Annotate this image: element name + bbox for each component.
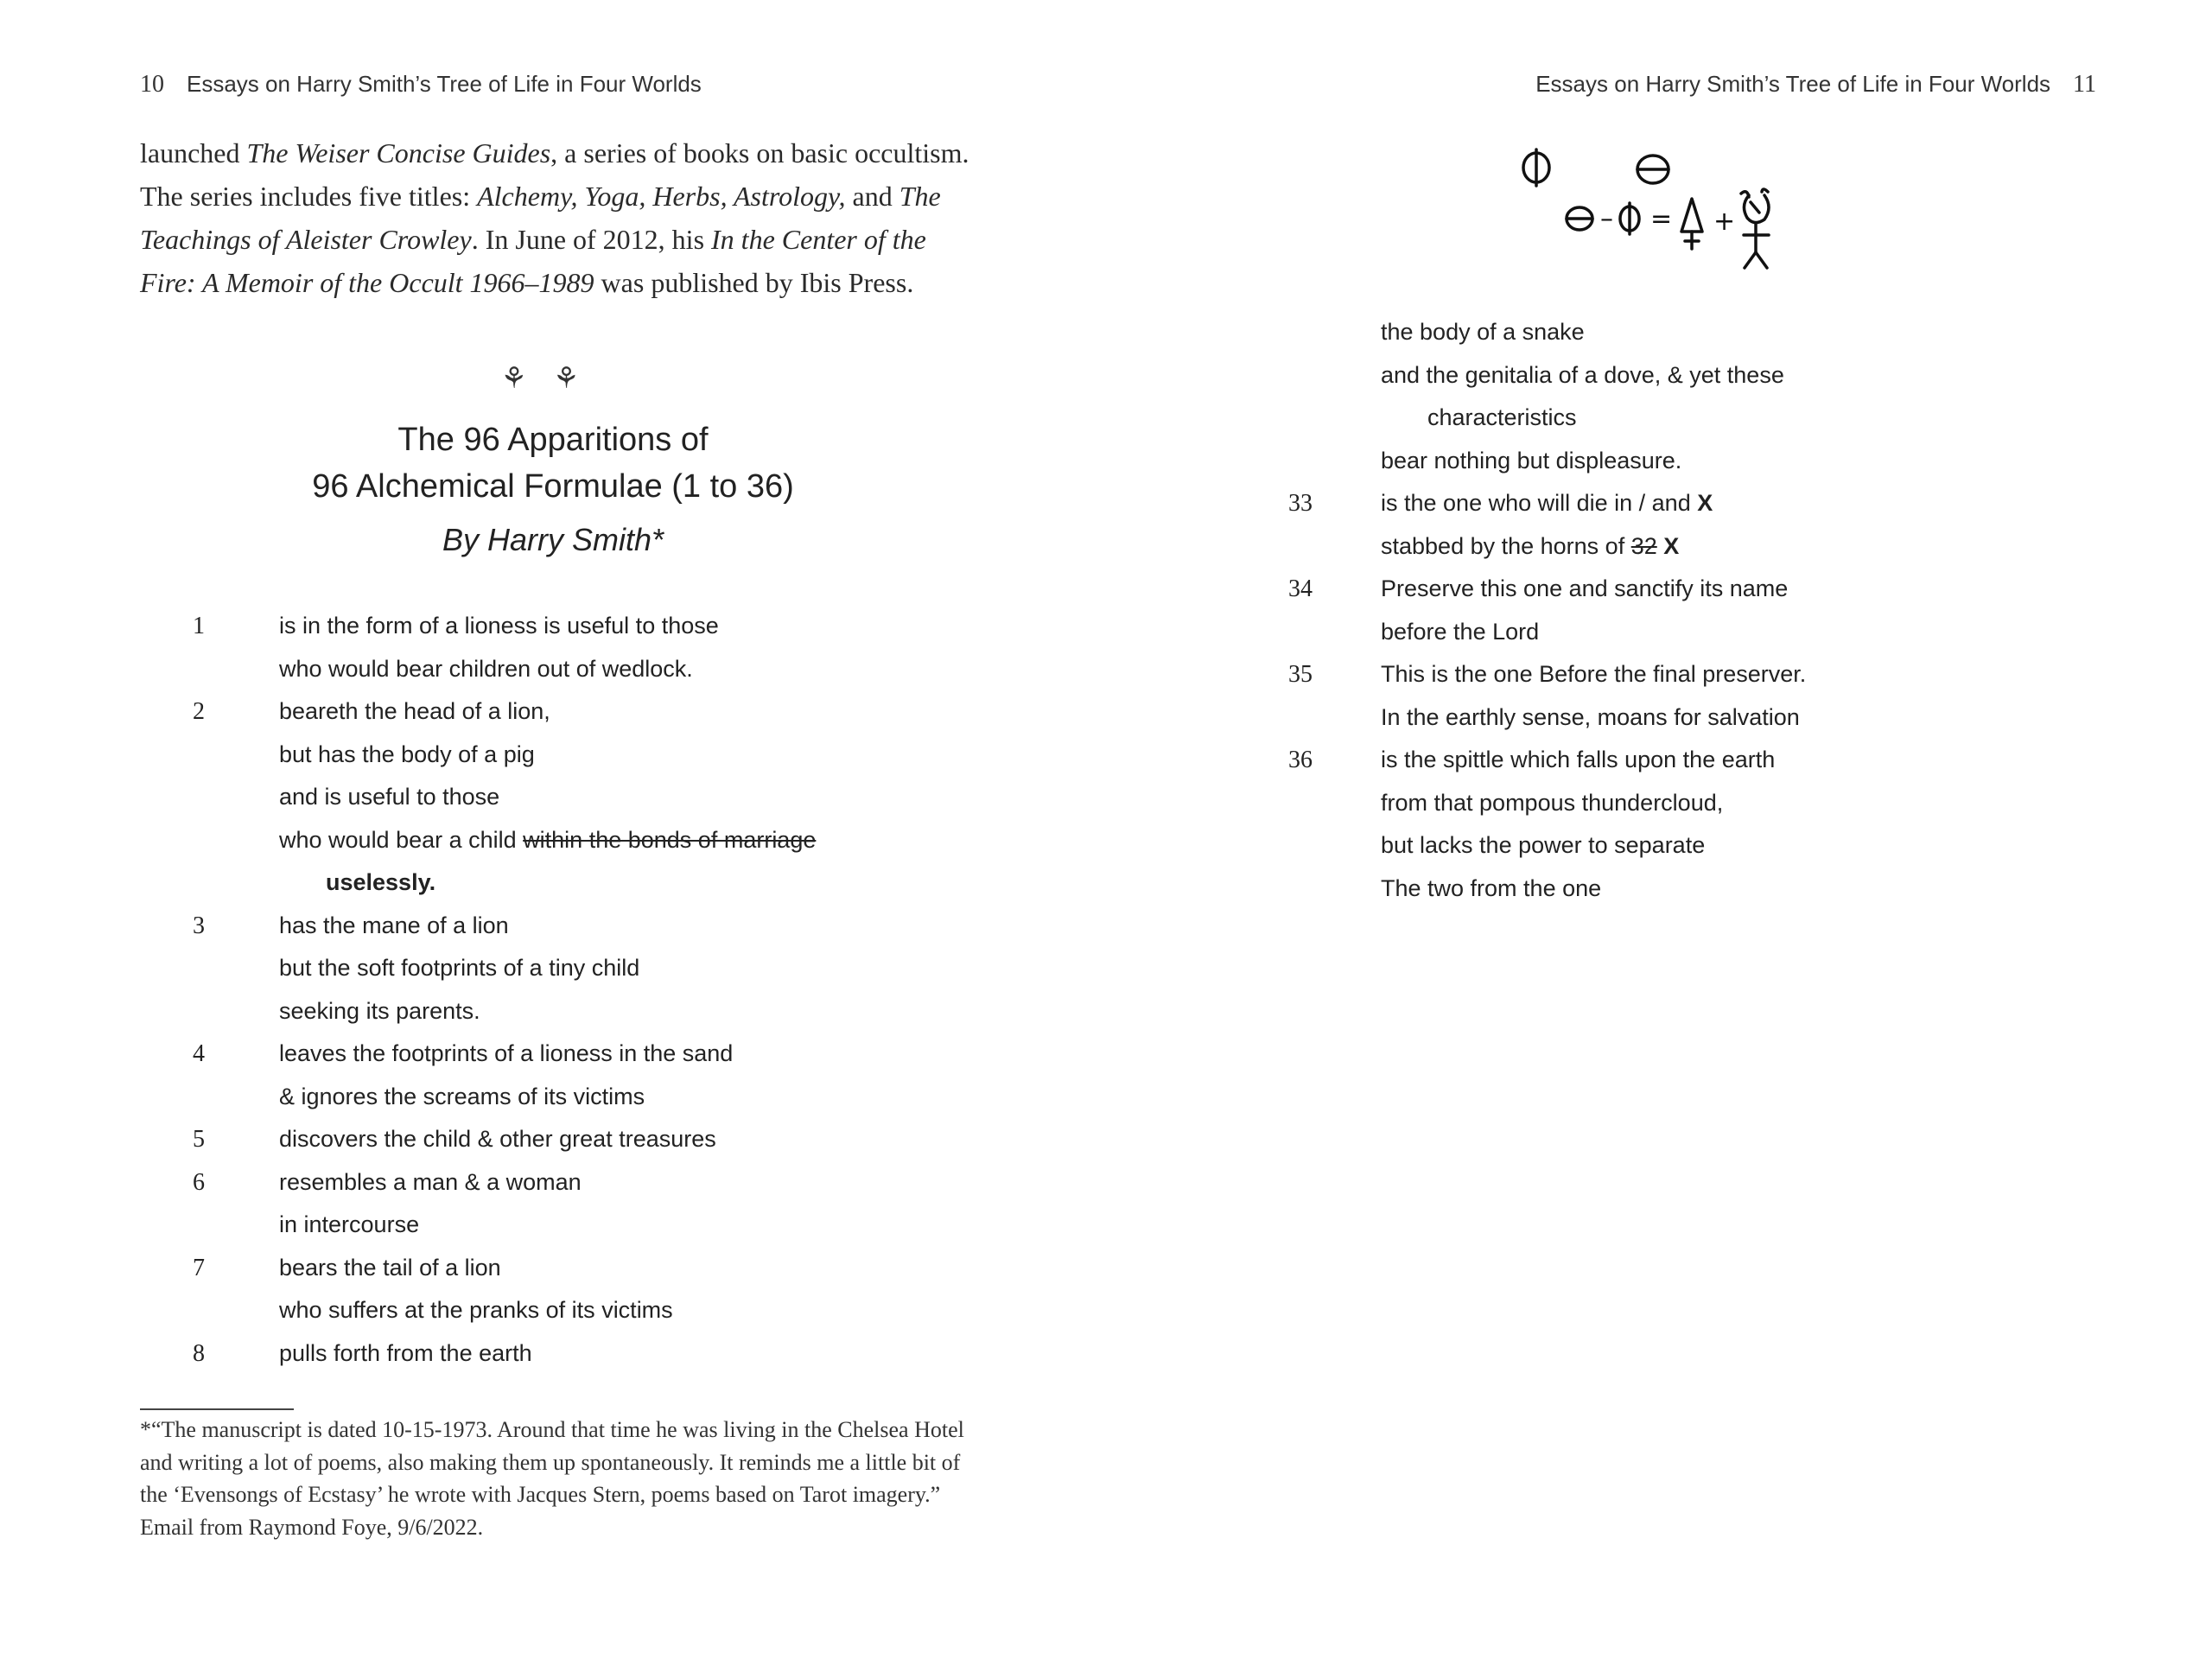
- poem-line: [229, 990, 816, 1033]
- horned-figure-icon: [1741, 189, 1769, 268]
- poem-line: [193, 1161, 816, 1205]
- line-text: [229, 1126, 716, 1152]
- line-text-plain: has the mane of a lion: [279, 912, 509, 938]
- line-number: 5: [193, 1126, 205, 1153]
- line-text-plain: who suffers at the pranks of its victims: [279, 1297, 673, 1323]
- minus-sign: [1600, 204, 1613, 234]
- line-text-plain: This is the one Before the final preserver.: [1381, 661, 1807, 687]
- poem-line: [1331, 611, 1806, 654]
- line-text: [229, 1340, 532, 1366]
- line-text-plain: In the earthly sense, moans for salvation: [1381, 703, 1800, 730]
- poem-line: [1288, 482, 1806, 525]
- line-text-plain: discovers the child & other great treasures: [279, 1126, 716, 1152]
- running-head-title: Essays on Harry Smith’s Tree of Life in Four Worlds: [187, 71, 702, 97]
- svg-text:+: +: [1713, 207, 1736, 237]
- line-text: [1331, 533, 1679, 559]
- line-text: [229, 1211, 419, 1237]
- line-text-plain: The two from the one: [1381, 874, 1602, 901]
- struck-text: 32: [1630, 532, 1657, 559]
- poem-line: [1331, 525, 1806, 569]
- intro-paragraph: [140, 131, 987, 304]
- line-number: 8: [193, 1339, 205, 1367]
- bold-text: X: [1656, 532, 1680, 559]
- line-text-plain: pulls forth from the earth: [279, 1339, 532, 1366]
- line-number: 36: [1288, 747, 1313, 773]
- line-text-plain: and is useful to those: [279, 784, 500, 810]
- line-text: [229, 998, 480, 1024]
- line-text: [1331, 362, 1784, 388]
- line-text: [229, 1040, 733, 1066]
- line-text: [1331, 875, 1601, 901]
- poem-line: [1331, 354, 1806, 397]
- equals-sign: [1650, 204, 1672, 234]
- line-text: [229, 1169, 582, 1195]
- line-text: [1331, 319, 1585, 345]
- phi-symbol-icon: [1620, 203, 1639, 234]
- poem-left: [193, 605, 817, 1375]
- footnote-rule: [140, 1408, 294, 1410]
- line-number: 7: [193, 1254, 205, 1281]
- line-text-plain: is the spittle which falls upon the earth: [1381, 747, 1776, 772]
- line-number: 6: [193, 1168, 205, 1196]
- intro-text: launched: [140, 137, 247, 168]
- line-number: 35: [1288, 661, 1313, 688]
- intro-text: was published by Ibis Press.: [594, 267, 914, 298]
- poem-right: [1288, 311, 1807, 910]
- poem-line: [1331, 782, 1806, 825]
- line-text-plain: in intercourse: [279, 1211, 420, 1237]
- poem-line: [193, 605, 816, 648]
- poem-line: [1331, 824, 1806, 868]
- line-number: 33: [1288, 490, 1313, 517]
- line-text: [1331, 832, 1705, 858]
- line-text-plain: but has the body of a pig: [279, 741, 535, 767]
- line-text-plain: who would bear a child: [279, 826, 524, 853]
- poem-line: [229, 776, 816, 819]
- line-text-plain: is in the form of a lioness is useful to those: [279, 613, 719, 639]
- line-text: [229, 869, 435, 895]
- line-text: [229, 784, 499, 810]
- poem-line: [193, 1332, 816, 1376]
- poem-line: [229, 1289, 816, 1332]
- line-text: [1331, 448, 1681, 474]
- intro-title-italic: The Teachings of Aleister Crowley: [140, 181, 941, 255]
- bold-text: X: [1697, 490, 1713, 516]
- line-text-plain: is the one who will die in / and: [1381, 490, 1698, 516]
- line-text: [229, 827, 816, 853]
- poem-line: [1331, 868, 1806, 911]
- line-text: [229, 912, 509, 938]
- poem-line: [193, 690, 816, 734]
- line-text-plain: bears the tail of a lion: [279, 1254, 501, 1281]
- line-number: 4: [193, 1040, 205, 1067]
- struck-text: within the bonds of marriage: [523, 826, 817, 853]
- poem-line: [229, 734, 816, 777]
- line-text: [229, 741, 535, 767]
- line-text-plain: seeking its parents.: [279, 997, 480, 1024]
- theta-symbol-icon: [1567, 207, 1592, 230]
- poem-line: [193, 1247, 816, 1290]
- line-text: [229, 656, 693, 682]
- line-text-plain: stabbed by the horns of: [1381, 532, 1631, 559]
- line-text-plain: before the Lord: [1381, 618, 1540, 645]
- line-text: [229, 955, 639, 981]
- plus-sign: [1713, 207, 1735, 237]
- poem-line: [193, 1033, 816, 1076]
- line-text: [1331, 490, 1713, 516]
- running-head-right: [1535, 71, 2096, 99]
- line-text: [1331, 404, 1577, 430]
- line-text: [229, 1084, 645, 1109]
- line-text-plain: but the soft footprints of a tiny child: [279, 955, 640, 981]
- right-page: [1106, 0, 2212, 1659]
- line-number: 2: [193, 698, 205, 725]
- poem-line: [229, 947, 816, 990]
- line-text-plain: resembles a man & a woman: [279, 1168, 582, 1195]
- line-number: 34: [1288, 575, 1313, 602]
- section-title-line-2: 96 Alchemical Formulae (1 to 36): [312, 468, 794, 505]
- alchemical-symbols-sketch: [1521, 138, 1815, 276]
- section-ornament: ⚘⚘: [500, 361, 606, 396]
- poem-line: [193, 905, 816, 948]
- poem-line: [1331, 311, 1806, 354]
- line-text-plain: bear nothing but displeasure.: [1381, 447, 1682, 474]
- svg-text:=: =: [1650, 204, 1673, 234]
- intro-text: . In June of 2012, his: [471, 224, 712, 255]
- line-text: [229, 1297, 673, 1323]
- intro-title-italic: Alchemy, Yoga, Herbs, Astrology,: [477, 181, 846, 212]
- line-text-plain: Preserve this one and sanctify its name: [1381, 575, 1789, 601]
- poem-line: [229, 1076, 816, 1119]
- page-number: 11: [2073, 71, 2096, 98]
- line-text-plain: leaves the footprints of a lioness in the sand: [279, 1040, 734, 1066]
- line-text: [1331, 661, 1806, 687]
- poem-line: [229, 1204, 816, 1247]
- line-text: [1331, 747, 1775, 772]
- poem-line: [1288, 568, 1806, 611]
- line-text: [229, 698, 550, 724]
- line-text: [1331, 704, 1800, 730]
- line-text-plain: the body of a snake: [1381, 319, 1585, 345]
- footnote: *“The manuscript is dated 10-15-1973. Around that time he was living in the Chelsea Hotel and writing a lot of poems, also making them up spontaneously. It reminds me a little bit of the ‘Evensongs of Ecstasy’ he wrote with Jacques Stern, poems based on Tarot imagery.” Email from Raymond Foye, 9/6/2022.: [140, 1417, 964, 1540]
- line-number: 3: [193, 912, 205, 939]
- line-text: [229, 1255, 501, 1281]
- line-text: [229, 613, 719, 639]
- running-head-left: [140, 71, 702, 99]
- intro-text: and: [845, 181, 899, 212]
- poem-line: [229, 819, 816, 862]
- line-text-plain: but lacks the power to separate: [1381, 832, 1706, 858]
- bold-text: uselessly.: [326, 869, 436, 895]
- line-text-plain: & ignores the screams of its victims: [279, 1083, 645, 1109]
- poem-line: [1331, 440, 1806, 483]
- intro-title-italic: The Weiser Concise Guides: [246, 137, 551, 168]
- line-text-plain: who would bear children out of wedlock.: [279, 655, 693, 682]
- poem-line: [1288, 739, 1806, 782]
- poem-line: [229, 861, 816, 905]
- line-number: 1: [193, 613, 205, 639]
- phi-symbol-icon: [1523, 149, 1549, 186]
- line-text-plain: from that pompous thundercloud,: [1381, 789, 1724, 816]
- line-text-plain: and the genitalia of a dove, & yet these: [1381, 361, 1784, 388]
- line-text: [1331, 619, 1539, 645]
- page-number: 10: [140, 71, 164, 98]
- poem-line: [1331, 696, 1806, 740]
- intro-text: , a series of books on basic occultism. The series includes five titles:: [140, 137, 969, 212]
- sulfur-triangle-icon: [1681, 199, 1702, 249]
- line-text-plain: characteristics: [1427, 404, 1577, 430]
- poem-line: [1288, 653, 1807, 696]
- poem-line: [1331, 397, 1806, 440]
- section-title-line-1: The 96 Apparitions of: [397, 422, 709, 458]
- poem-line: [229, 648, 816, 691]
- line-text-plain: beareth the head of a lion,: [279, 698, 550, 724]
- svg-text:–: –: [1600, 204, 1613, 234]
- line-text: [1331, 575, 1788, 601]
- running-head-title: Essays on Harry Smith’s Tree of Life in Four Worlds: [1535, 71, 2051, 97]
- line-text: [1331, 790, 1723, 816]
- section-byline: By Harry Smith*: [442, 522, 664, 557]
- theta-symbol-icon: [1637, 156, 1669, 183]
- intro-title-italic: In the Center of the Fire: A Memoir of the Occult 1966–1989: [140, 224, 926, 298]
- poem-line: [193, 1118, 816, 1161]
